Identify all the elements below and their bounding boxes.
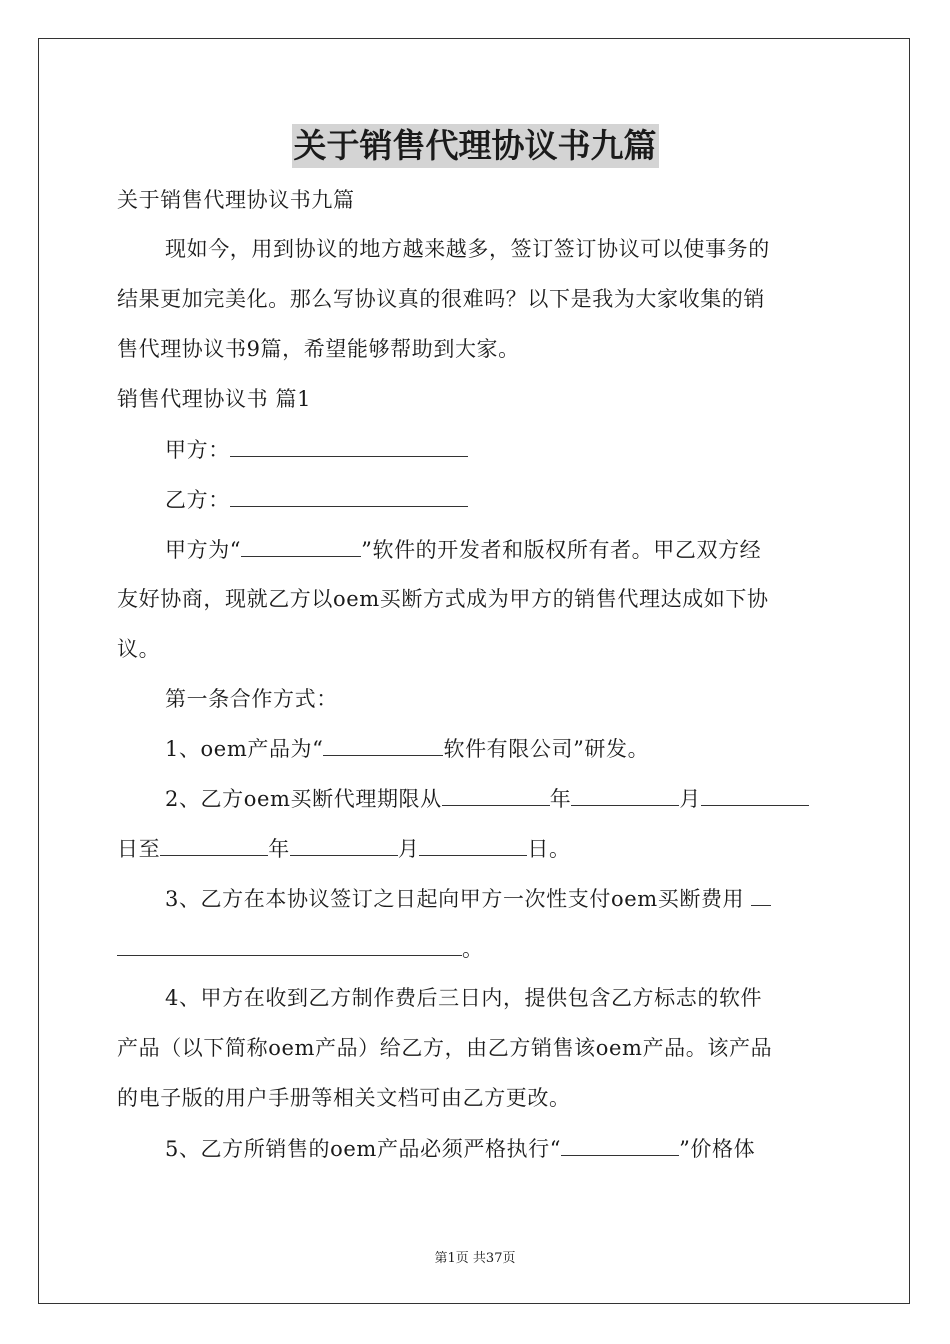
intro-line-3: 售代理协议书9篇，希望能够帮助到大家。 [117, 337, 520, 361]
article-1-heading: 第一条合作方式： [165, 687, 338, 711]
page-frame [38, 38, 910, 1304]
end-year-blank [160, 833, 268, 856]
item-3-line-2 [117, 933, 484, 964]
item-1-start: 1、oem产品为“ [165, 737, 324, 761]
software-name-blank [241, 534, 361, 557]
intro-line-2: 结果更加完美化。那么写协议真的很难吗？以下是我为大家收集的销 [117, 287, 765, 311]
item-2-line-1 [165, 783, 809, 814]
item-4-line-3: 的电子版的用户手册等相关文档可由乙方更改。 [117, 1086, 571, 1110]
day-to-label: 日至 [117, 837, 161, 861]
p1-line-3: 议。 [117, 637, 161, 661]
start-month-blank [571, 783, 679, 806]
fee-blank-start [751, 883, 771, 906]
end-day-blank [419, 833, 527, 856]
item-4-line-2: 产品（以下简称oem产品）给乙方，由乙方销售该oem产品。该产品 [117, 1036, 773, 1060]
item-4-line-1: 4、甲方在收到乙方制作费后三日内，提供包含乙方标志的软件 [165, 986, 763, 1010]
year-label-2: 年 [268, 837, 290, 861]
item-2-line-2 [117, 833, 571, 864]
item-5-end: ”价格体 [679, 1137, 756, 1161]
item-3-text: 3、乙方在本协议签订之日起向甲方一次性支付oem买断费用 [165, 887, 745, 911]
document-title: 关于销售代理协议书九篇 [292, 124, 659, 168]
party-a-row [165, 434, 468, 465]
item-3-line-1 [165, 883, 771, 914]
item-5-line-1 [165, 1133, 755, 1164]
item-1-end: 软件有限公司”研发。 [443, 737, 650, 761]
page-footer: 第1页 共37页 [434, 1251, 516, 1266]
item-3-end: 。 [462, 937, 484, 961]
item-1-blank [323, 733, 443, 756]
subtitle: 关于销售代理协议书九篇 [117, 188, 355, 212]
item-1 [165, 733, 649, 764]
day-label: 日。 [527, 837, 571, 861]
party-b-label: 乙方： [165, 488, 230, 512]
p1-line-2: 友好协商，现就乙方以oem买断方式成为甲方的销售代理达成如下协 [117, 587, 769, 611]
start-day-blank [701, 783, 809, 806]
title-block [0, 124, 950, 168]
item-5-start: 5、乙方所销售的oem产品必须严格执行“ [165, 1137, 562, 1161]
p1-start: 甲方为“ [165, 538, 242, 562]
month-label: 月 [679, 787, 701, 811]
party-b-row [165, 484, 468, 515]
start-year-blank [442, 783, 550, 806]
price-system-blank [561, 1133, 679, 1156]
item-2-start: 2、乙方oem买断代理期限从 [165, 787, 442, 811]
p1-end: ”软件的开发者和版权所有者。甲乙双方经 [361, 538, 762, 562]
p1-line-1 [165, 534, 761, 565]
party-b-blank [230, 484, 468, 507]
party-a-blank [230, 434, 468, 457]
year-label: 年 [549, 787, 572, 811]
month-label-2: 月 [397, 837, 420, 861]
party-a-label: 甲方： [165, 438, 230, 462]
end-month-blank [290, 833, 398, 856]
fee-blank [117, 933, 462, 956]
section-heading: 销售代理协议书 篇1 [117, 387, 312, 411]
intro-line-1: 现如今，用到协议的地方越来越多，签订签订协议可以使事务的 [165, 237, 770, 261]
